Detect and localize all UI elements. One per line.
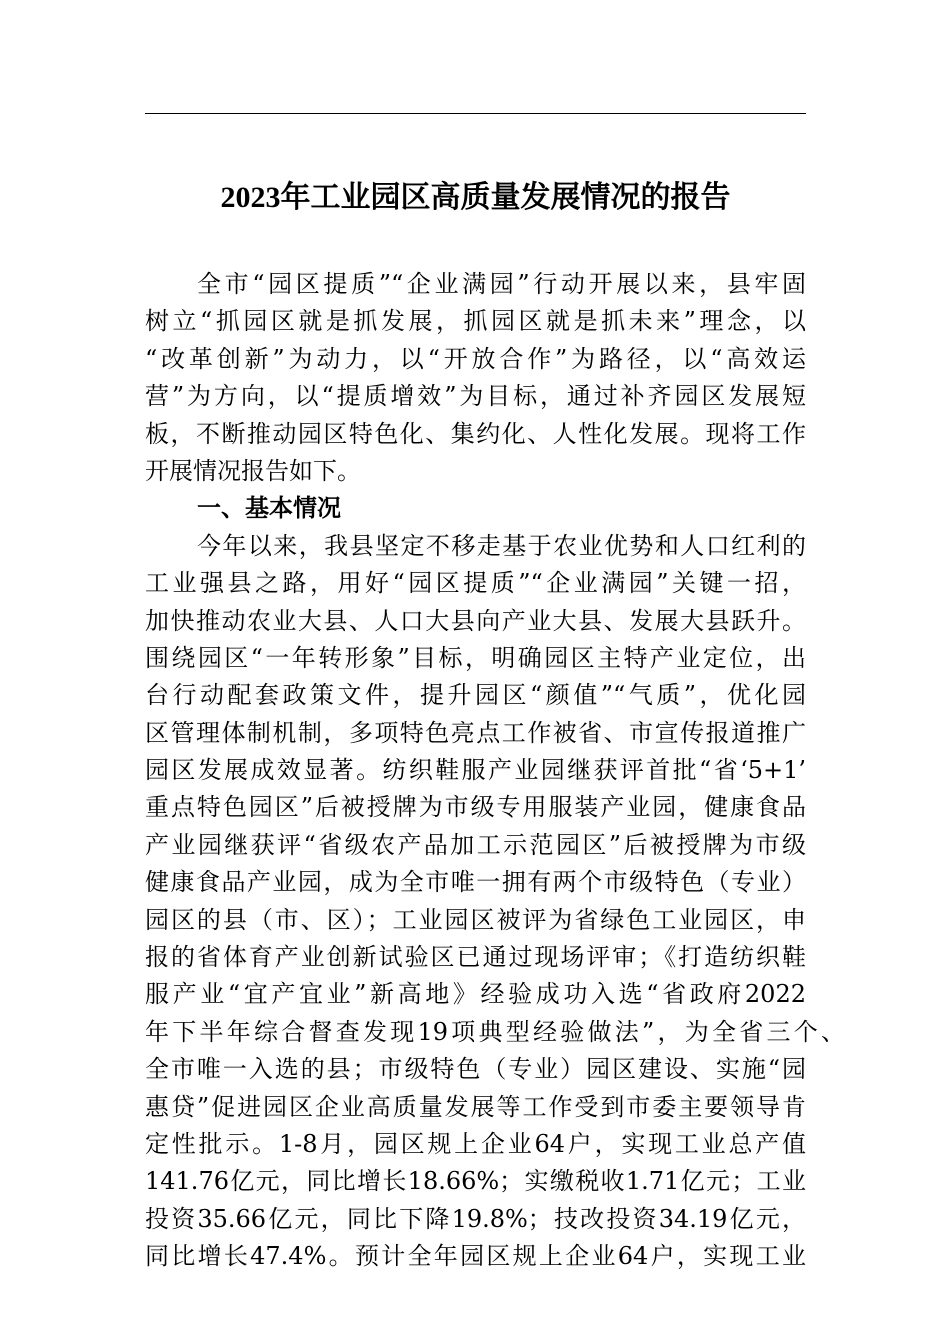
text-line: 开展情况报告如下。 [145,456,361,485]
intro-paragraph [145,266,806,490]
document-title: 2023年工业园区高质量发展情况的报告 [220,181,731,214]
section-heading: 一、基本情况 [197,494,341,523]
text-line: 园区发展成效显著。纺织鞋服产业园继获评首批“省‘5+1’ [145,756,806,785]
text-line: 全市“园区提质”“企业满园”行动开展以来，县牢固 [197,270,806,298]
text-line: 树立“抓园区就是抓发展，抓园区就是抓未来”理念，以 [145,307,806,336]
text-line: “改革创新”为动力，以“开放合作”为路径，以“高效运 [145,344,806,373]
text-line: 营”为方向，以“提质增效”为目标，通过补齐园区发展短 [145,382,806,411]
text-line: 同比增长47.4%。预计全年园区规上企业64户，实现工业 [145,1242,806,1271]
text-line: 围绕园区“一年转形象”目标，明确园区主特产业定位，出 [145,643,806,672]
text-line: 园区的县（市、区）；工业园区被评为省绿色工业园区，申 [145,905,806,934]
header-rule [145,113,806,114]
basic-situation-paragraph [145,528,845,1276]
text-line: 惠贷”促进园区企业高质量发展等工作受到市委主要领导肯 [145,1092,806,1121]
text-line: 全市唯一入选的县；市级特色（专业）园区建设、实施“园 [145,1055,806,1084]
text-line: 区管理体制机制，多项特色亮点工作被省、市宣传报道推广 [145,718,806,747]
text-line: 服产业“宜产宜业”新高地》经验成功入选“省政府2022 [145,980,806,1009]
text-line: 定性批示。1-8月，园区规上企业64户，实现工业总产值 [145,1129,806,1158]
text-line: 141.76亿元，同比增长18.66%；实缴税收1.71亿元；工业 [145,1167,806,1196]
text-line: 健康食品产业园，成为全市唯一拥有两个市级特色（专业） [145,868,806,897]
text-line: 板，不断推动园区特色化、集约化、人性化发展。现将工作 [145,419,806,448]
text-line: 今年以来，我县坚定不移走基于农业优势和人口红利的 [197,531,806,560]
text-line: 加快推动农业大县、人口大县向产业大县、发展大县跃升。 [145,606,806,635]
text-line: 年下半年综合督查发现19项典型经验做法”，为全省三个、 [145,1017,845,1046]
text-line: 报的省体育产业创新试验区已通过现场评审；《打造纺织鞋 [145,943,806,972]
text-line: 台行动配套政策文件，提升园区“颜值”“气质”，优化园 [145,681,806,710]
text-line: 投资35.66亿元，同比下降19.8%；技改投资34.19亿元， [145,1204,806,1233]
text-line: 产业园继获评“省级农产品加工示范园区”后被授牌为市级 [145,830,806,859]
document-body [145,266,845,1276]
text-line: 工业强县之路，用好“园区提质”“企业满园”关键一招， [145,569,806,598]
text-line: 重点特色园区”后被授牌为市级专用服装产业园，健康食品 [145,793,806,822]
